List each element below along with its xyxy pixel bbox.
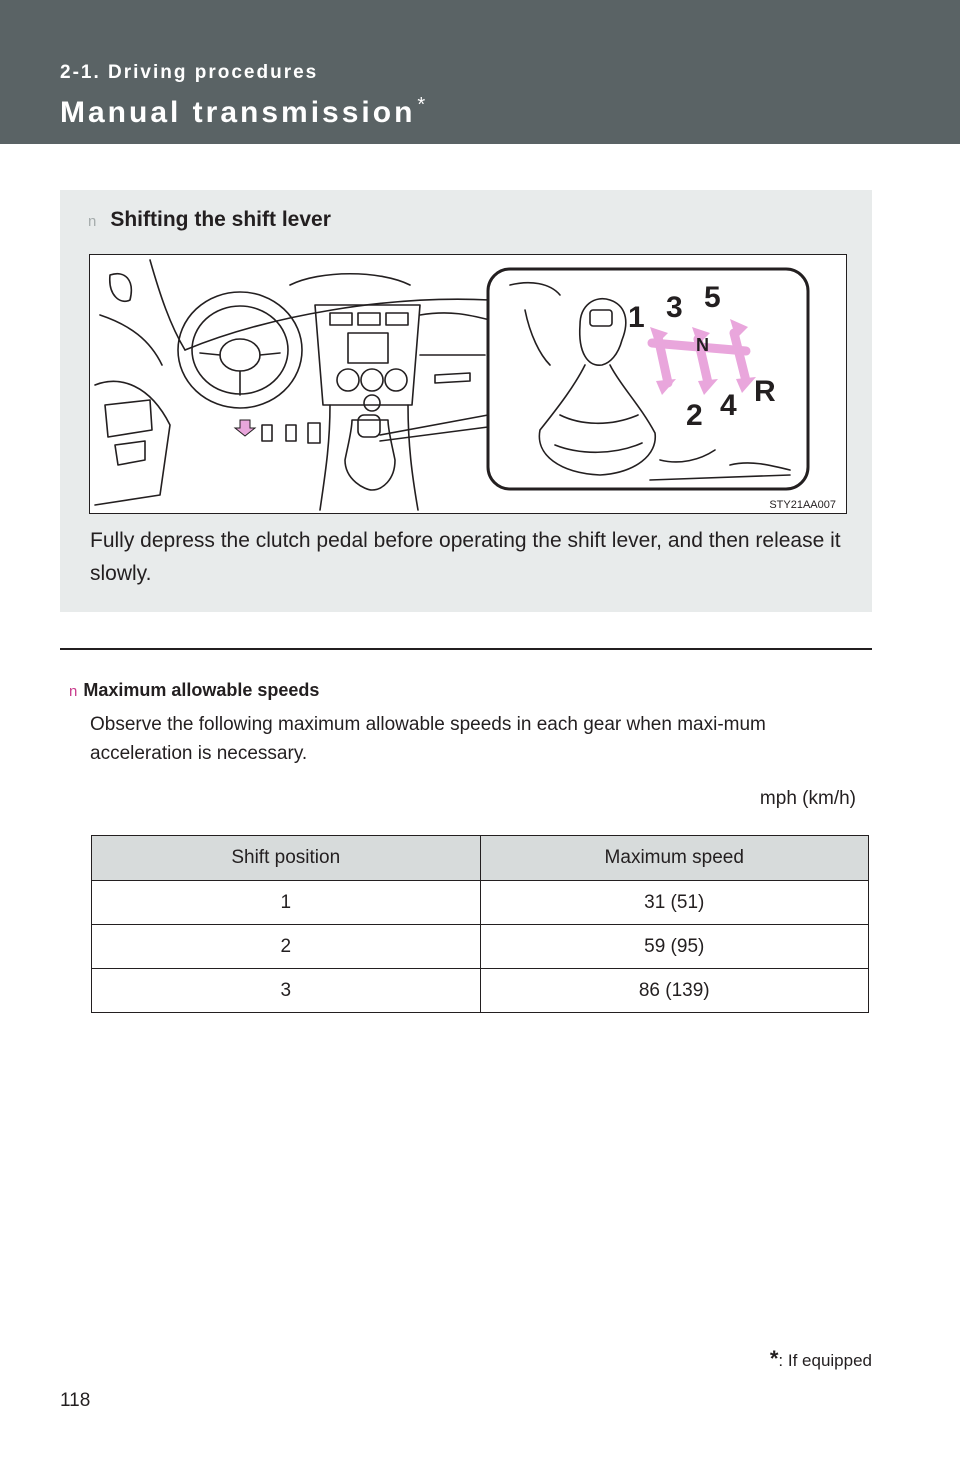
- shift-lever-illustration: [89, 254, 847, 514]
- panel-instruction: Fully depress the clutch pedal before operating the shift lever, and then release it slowly.: [90, 529, 841, 585]
- gear-2-label: 2: [686, 399, 703, 432]
- maximum-speed-cell: 59 (95): [480, 925, 869, 969]
- image-code: STY21AA007: [769, 499, 836, 511]
- shift-position-cell: 1: [92, 881, 481, 925]
- table-row: [92, 925, 869, 969]
- section-divider: [60, 648, 872, 650]
- gear-1-label: 1: [628, 301, 645, 334]
- maximum-speed-cell: 31 (51): [480, 881, 869, 925]
- gear-3-label: 3: [666, 291, 683, 324]
- page-number: 118: [60, 1390, 91, 1411]
- section-label: 2-1. Driving procedures: [60, 62, 319, 83]
- page-title-text: Manual transmission: [60, 96, 416, 129]
- panel-heading: [88, 208, 331, 232]
- footnote-text: : If equipped: [778, 1351, 872, 1370]
- table-row: [92, 881, 869, 925]
- unit-note: mph (km/h): [759, 788, 856, 809]
- speeds-description: Observe the following maximum allowable speeds in each gear when maxi-mum acceleration is necessary.: [90, 714, 766, 764]
- clutch-arrow-icon: [235, 420, 255, 436]
- shift-position-cell: 3: [92, 969, 481, 1013]
- gear-r-label: R: [754, 375, 776, 408]
- if-equipped-mark: *: [417, 94, 429, 116]
- dashboard-lines: [95, 260, 490, 510]
- table-row: [92, 969, 869, 1013]
- table-header-row: [92, 836, 869, 881]
- footnote-mark: *: [769, 1346, 779, 1371]
- dashboard-drawing: [90, 255, 846, 513]
- gear-5-label: 5: [704, 281, 721, 314]
- column-header-shift-position: Shift position: [92, 836, 481, 881]
- page-header: [0, 0, 960, 144]
- shifting-panel: [60, 190, 872, 612]
- gear-n-label: N: [696, 335, 709, 355]
- gear-4-label: 4: [720, 389, 737, 422]
- maximum-speed-cell: 86 (139): [480, 969, 869, 1013]
- page-title: [60, 94, 428, 130]
- shift-position-cell: 2: [92, 925, 481, 969]
- bullet-icon: n: [69, 683, 78, 700]
- footnote: [600, 1346, 872, 1372]
- speeds-heading-text: Maximum allowable speeds: [83, 680, 320, 700]
- bullet-icon: n: [88, 213, 97, 230]
- panel-heading-text: Shifting the shift lever: [110, 208, 331, 231]
- column-header-maximum-speed: Maximum speed: [480, 836, 869, 881]
- speeds-heading: [69, 680, 319, 701]
- speed-table: [91, 835, 869, 1013]
